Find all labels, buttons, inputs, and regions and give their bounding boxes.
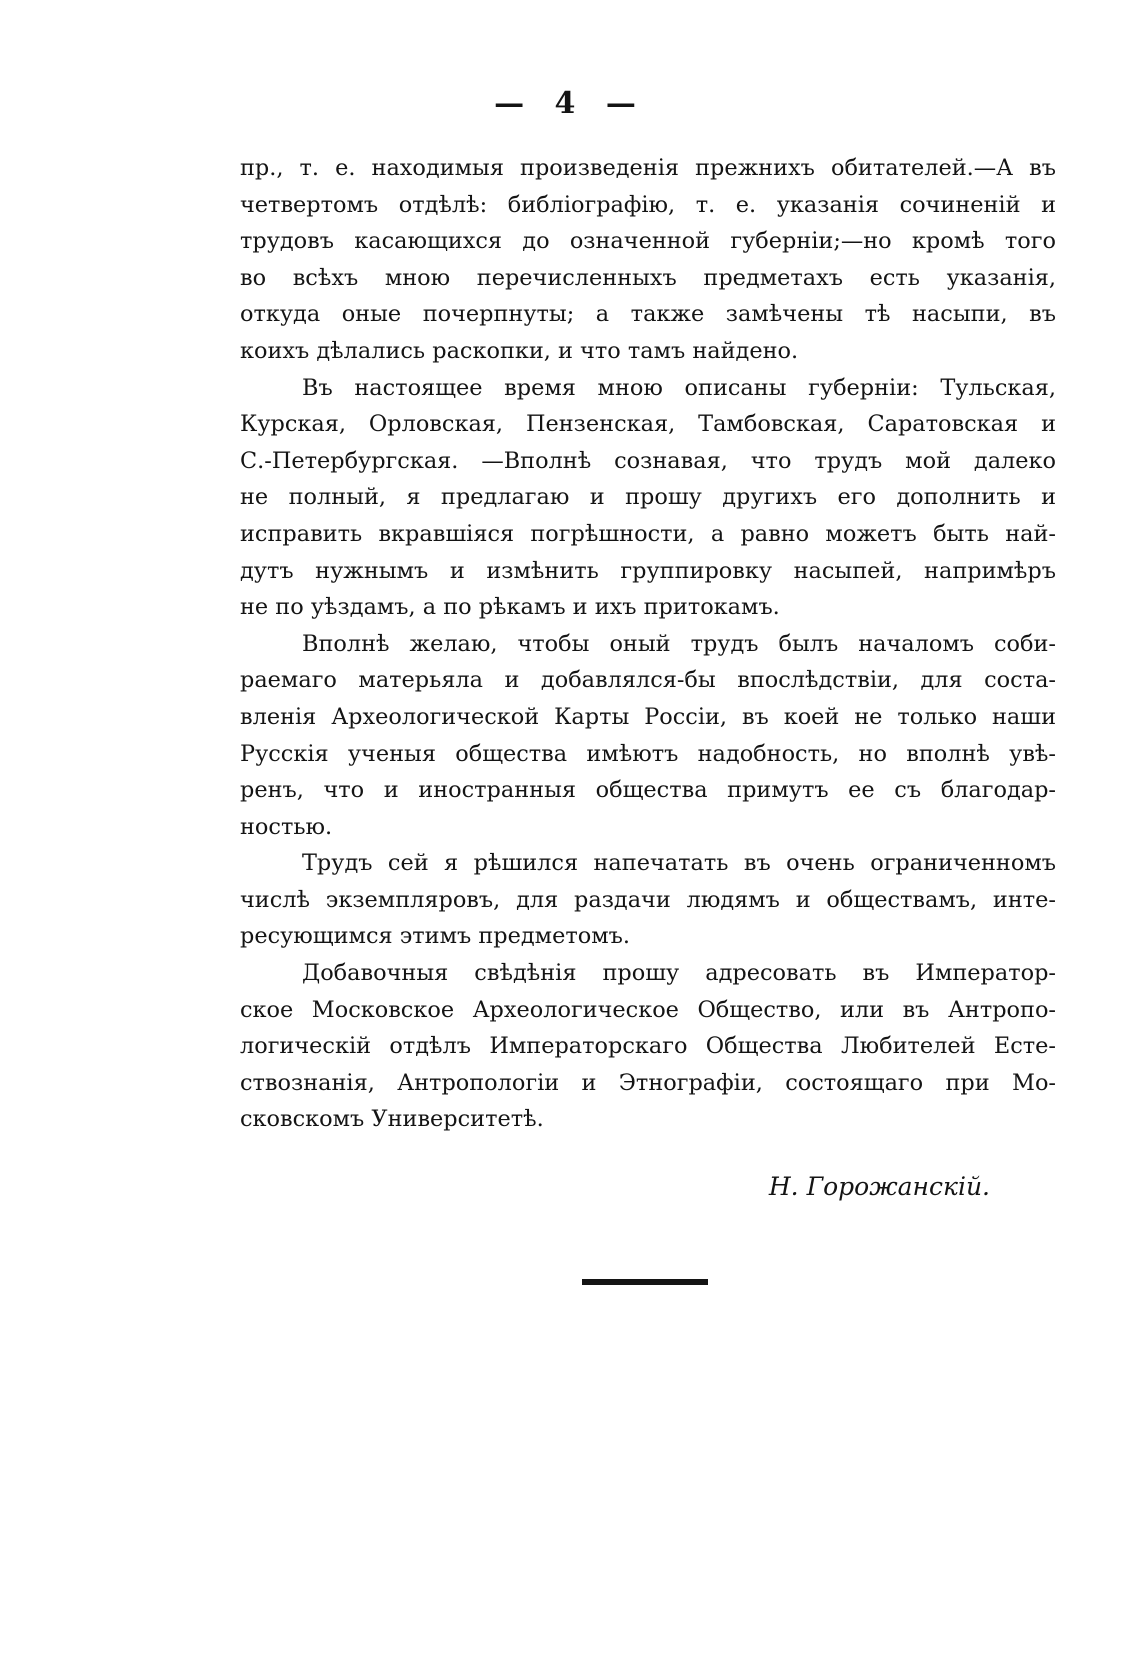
paragraph-5 — [240, 955, 1056, 1138]
text-line: четвертомъ отдѣлѣ: библіографію, т. е. указанія сочиненій и — [240, 191, 1056, 218]
text-line: коихъ дѣлались раскопки, и что тамъ найдено. — [240, 337, 799, 364]
text-line: откуда оные почерпнуты; а также замѣчены тѣ насыпи, въ — [240, 301, 1056, 328]
body-text — [240, 150, 1056, 1138]
text-line: Трудъ сей я рѣшился напечатать въ очень ограниченномъ — [302, 850, 1056, 877]
text-line: пр., т. е. находимыя произведенія прежнихъ обитателей.—А въ — [240, 155, 1056, 181]
text-line: не по уѣздамъ, а по рѣкамъ и ихъ притокамъ. — [240, 594, 780, 621]
text-line: ское Московское Археологическое Общество, или въ Антропо- — [240, 996, 1056, 1023]
text-line: Русскія ученыя общества имѣютъ надобность, но вполнѣ увѣ- — [240, 740, 1056, 767]
text-line: раемаго матерьяла и добавлялся-бы впослѣдствіи, для соста- — [240, 667, 1056, 694]
text-line: С.-Петербургская. —Вполнѣ сознавая, что трудъ мой далеко — [240, 447, 1056, 474]
text-line: вленія Археологической Карты Россіи, въ коей не только наши — [240, 703, 1056, 730]
text-line: ностью. — [240, 813, 333, 840]
text-line: Добавочныя свѣдѣнія прошу адресовать въ Император- — [302, 960, 1056, 987]
end-rule — [582, 1279, 708, 1285]
signature: Н. Горожанскій. — [768, 1172, 990, 1201]
page-number: — 4 — — [494, 86, 646, 121]
paragraph-3 — [240, 626, 1056, 846]
text-line: сковскомъ Университетѣ. — [240, 1106, 544, 1133]
text-line: ренъ, что и иностранныя общества примутъ ее съ благодар- — [240, 777, 1056, 804]
paragraph-2 — [240, 370, 1056, 626]
text-line: исправить вкравшіяся погрѣшности, а равно можетъ быть най- — [240, 520, 1056, 547]
text-line: логическій отдѣлъ Императорскаго Общества Любителей Есте- — [240, 1033, 1056, 1060]
text-line: Въ настоящее время мною описаны губерніи: Тульская, — [302, 374, 1056, 401]
text-line: числѣ экземпляровъ, для раздачи людямъ и обществамъ, инте- — [240, 886, 1056, 913]
text-line: Курская, Орловская, Пензенская, Тамбовская, Саратовская и — [240, 411, 1056, 438]
text-line: не полный, я предлагаю и прошу другихъ его дополнить и — [240, 484, 1056, 511]
paragraph-1 — [240, 150, 1056, 370]
paragraph-4 — [240, 845, 1056, 955]
text-line: во всѣхъ мною перечисленныхъ предметахъ есть указанія, — [240, 264, 1056, 291]
text-line: дутъ нужнымъ и измѣнить группировку насыпей, напримѣръ — [240, 557, 1056, 584]
text-line: трудовъ касающихся до означенной губерніи;—но кромѣ того — [240, 228, 1056, 255]
text-line: ствознанія, Антропологіи и Этнографіи, состоящаго при Мо- — [240, 1069, 1056, 1096]
text-line: ресующимся этимъ предметомъ. — [240, 923, 630, 950]
text-line: Вполнѣ желаю, чтобы оный трудъ былъ началомъ соби- — [302, 630, 1056, 657]
